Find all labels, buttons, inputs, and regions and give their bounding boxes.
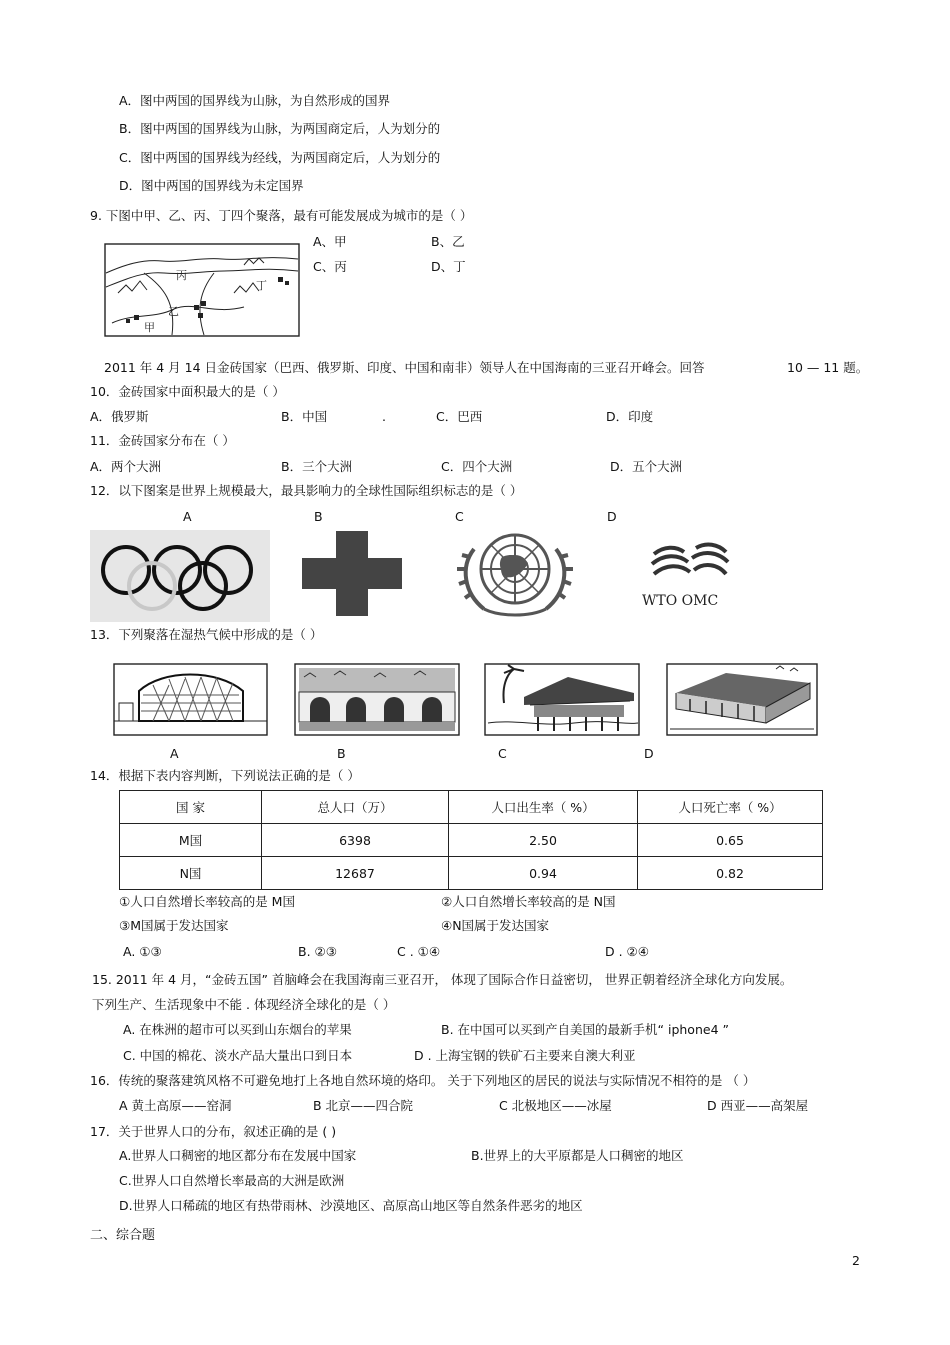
q13-label-b: B bbox=[337, 746, 346, 761]
q16-option-c: C 北极地区——冰屋 bbox=[499, 1098, 612, 1113]
un-emblem-logo bbox=[450, 527, 580, 619]
page-number: 2 bbox=[852, 1253, 860, 1268]
q15-stem-line2: 下列生产、生活现象中不能 . 体现经济全球化的是（ ） bbox=[92, 997, 396, 1012]
q12-label-b: B bbox=[314, 509, 323, 524]
table-row bbox=[120, 857, 823, 890]
q16-option-a: A 黄土高原——窑洞 bbox=[119, 1098, 232, 1113]
q9-option-b: B、乙 bbox=[431, 234, 465, 249]
q10-option-b: B．中国 bbox=[281, 409, 328, 424]
q9-option-a: A、甲 bbox=[313, 234, 347, 249]
q16-stem: 16．传统的聚落建筑风格不可避免地打上各地自然环境的烙印。 关于下列地区的居民的说法与实际情况不相符的是 （ ） bbox=[90, 1073, 756, 1088]
q14-statement-1: ①人口自然增长率较高的是 M国 bbox=[119, 894, 295, 909]
q17-stem: 17．关于世界人口的分布，叙述正确的是 ( ) bbox=[90, 1124, 337, 1139]
table-cell: 0.94 bbox=[449, 857, 638, 890]
map-label-bing: 丙 bbox=[176, 269, 187, 282]
q17-option-b: B.世界上的大平原都是人口稠密的地区 bbox=[471, 1148, 684, 1163]
table-cell: 0.82 bbox=[638, 857, 823, 890]
q10-option-a: A．俄罗斯 bbox=[90, 409, 149, 424]
red-cross-logo bbox=[302, 531, 402, 616]
yurt-picture bbox=[113, 663, 268, 736]
q9-stem: 9. 下图中甲、乙、丙、丁四个聚落，最有可能发展成为城市的是（ ） bbox=[90, 208, 473, 223]
table-header-cell: 人口死亡率（ %） bbox=[638, 791, 823, 824]
q10-stem: 10．金砖国家中面积最大的是（ ） bbox=[90, 384, 285, 399]
q14-option-b: B. ②③ bbox=[298, 944, 337, 959]
q15-option-c: C. 中国的棉花、淡水产品大量出口到日本 bbox=[123, 1048, 353, 1063]
q8-option-a: A．图中两国的国界线为山脉，为自然形成的国界 bbox=[119, 93, 391, 108]
table-cell: 0.65 bbox=[638, 824, 823, 857]
table-cell: M国 bbox=[120, 824, 262, 857]
q13-label-a: A bbox=[170, 746, 179, 761]
q8-option-c: C．图中两国的国界线为经线，为两国商定后，人为划分的 bbox=[119, 150, 441, 165]
intro-10-11: 2011 年 4 月 14 日金砖国家（巴西、俄罗斯、印度、中国和南非）领导人在中国海南的三亚召开峰会。回答 bbox=[104, 360, 705, 375]
table-cell: 12687 bbox=[262, 857, 449, 890]
q12-label-d: D bbox=[607, 509, 617, 524]
q17-option-a: A.世界人口稠密的地区都分布在发展中国家 bbox=[119, 1148, 357, 1163]
q11-option-a: A．两个大洲 bbox=[90, 459, 162, 474]
wto-logo-text: WTO OMC bbox=[642, 593, 719, 609]
q16-option-d: D 西亚——高架屋 bbox=[707, 1098, 809, 1113]
q9-option-c: C、丙 bbox=[313, 259, 347, 274]
q11-stem: 11．金砖国家分布在（ ） bbox=[90, 433, 235, 448]
q8-option-d: D．图中两国的国界线为未定国界 bbox=[119, 178, 304, 193]
table-header-cell: 人口出生率（ %） bbox=[449, 791, 638, 824]
q9-option-d: D、丁 bbox=[431, 259, 466, 274]
q14-statement-2: ②人口自然增长率较高的是 N国 bbox=[441, 894, 616, 909]
table-cell: N国 bbox=[120, 857, 262, 890]
table-header-row bbox=[120, 791, 823, 824]
population-table bbox=[119, 790, 823, 890]
q15-stem-line1: 15. 2011 年 4 月，“金砖五国” 首脑峰会在我国海南三亚召开， 体现了国际合作日益密切， 世界正朝着经济全球化方向发展。 bbox=[92, 972, 793, 987]
table-header-cell: 总人口（万） bbox=[262, 791, 449, 824]
q10-option-c: C．巴西 bbox=[436, 409, 483, 424]
q14-statement-3: ③M国属于发达国家 bbox=[119, 918, 229, 933]
q13-label-c: C bbox=[498, 746, 507, 761]
q15-option-b: B. 在中国可以买到产自美国的最新手机“ iphone4 ” bbox=[441, 1022, 729, 1037]
q11-option-d: D．五个大洲 bbox=[610, 459, 683, 474]
q13-label-d: D bbox=[644, 746, 654, 761]
q12-label-a: A bbox=[183, 509, 192, 524]
table-cell: 2.50 bbox=[449, 824, 638, 857]
q17-option-c: C.世界人口自然增长率最高的大洲是欧洲 bbox=[119, 1173, 345, 1188]
q16-option-b: B 北京——四合院 bbox=[313, 1098, 414, 1113]
q10-dot: . bbox=[382, 409, 386, 424]
q17-option-d: D.世界人口稀疏的地区有热带雨林、沙漠地区、高原高山地区等自然条件恶劣的地区 bbox=[119, 1198, 583, 1213]
q14-option-a: A. ①③ bbox=[123, 944, 162, 959]
q12-stem: 12．以下图案是世界上规模最大，最具影响力的全球性国际组织标志的是（ ） bbox=[90, 483, 523, 498]
section-title: 二、综合题 bbox=[90, 1228, 156, 1243]
map-label-jia: 甲 bbox=[144, 321, 155, 334]
courtyard-house-picture bbox=[666, 663, 818, 736]
q15-option-d: D . 上海宝钢的铁矿石主要来自澳大利亚 bbox=[414, 1048, 636, 1063]
q15-option-a: A. 在株洲的超市可以买到山东烟台的苹果 bbox=[123, 1022, 352, 1037]
q10-option-d: D．印度 bbox=[606, 409, 654, 424]
q14-stem: 14．根据下表内容判断，下列说法正确的是（ ） bbox=[90, 768, 360, 783]
q8-option-b: B．图中两国的国界线为山脉，为两国商定后，人为划分的 bbox=[119, 121, 441, 136]
table-cell: 6398 bbox=[262, 824, 449, 857]
q13-stem: 13．下列聚落在湿热气候中形成的是（ ） bbox=[90, 627, 323, 642]
map-label-yi: 乙 bbox=[168, 305, 179, 318]
cave-dwelling-picture bbox=[294, 663, 460, 736]
olympic-rings-logo bbox=[90, 530, 270, 622]
map-label-ding: 丁 bbox=[256, 279, 267, 292]
q14-option-d: D . ②④ bbox=[605, 944, 649, 959]
wto-logo bbox=[640, 540, 740, 612]
q14-statement-4: ④N国属于发达国家 bbox=[441, 918, 550, 933]
q11-option-c: C．四个大洲 bbox=[441, 459, 513, 474]
stilt-house-picture bbox=[484, 663, 640, 736]
table-header-cell: 国 家 bbox=[120, 791, 262, 824]
table-row bbox=[120, 824, 823, 857]
q11-option-b: B．三个大洲 bbox=[281, 459, 353, 474]
intro-10-11-range: 10 — 11 题。 bbox=[787, 360, 869, 375]
q14-option-c: C . ①④ bbox=[397, 944, 441, 959]
q12-label-c: C bbox=[455, 509, 464, 524]
settlement-map bbox=[104, 243, 300, 337]
